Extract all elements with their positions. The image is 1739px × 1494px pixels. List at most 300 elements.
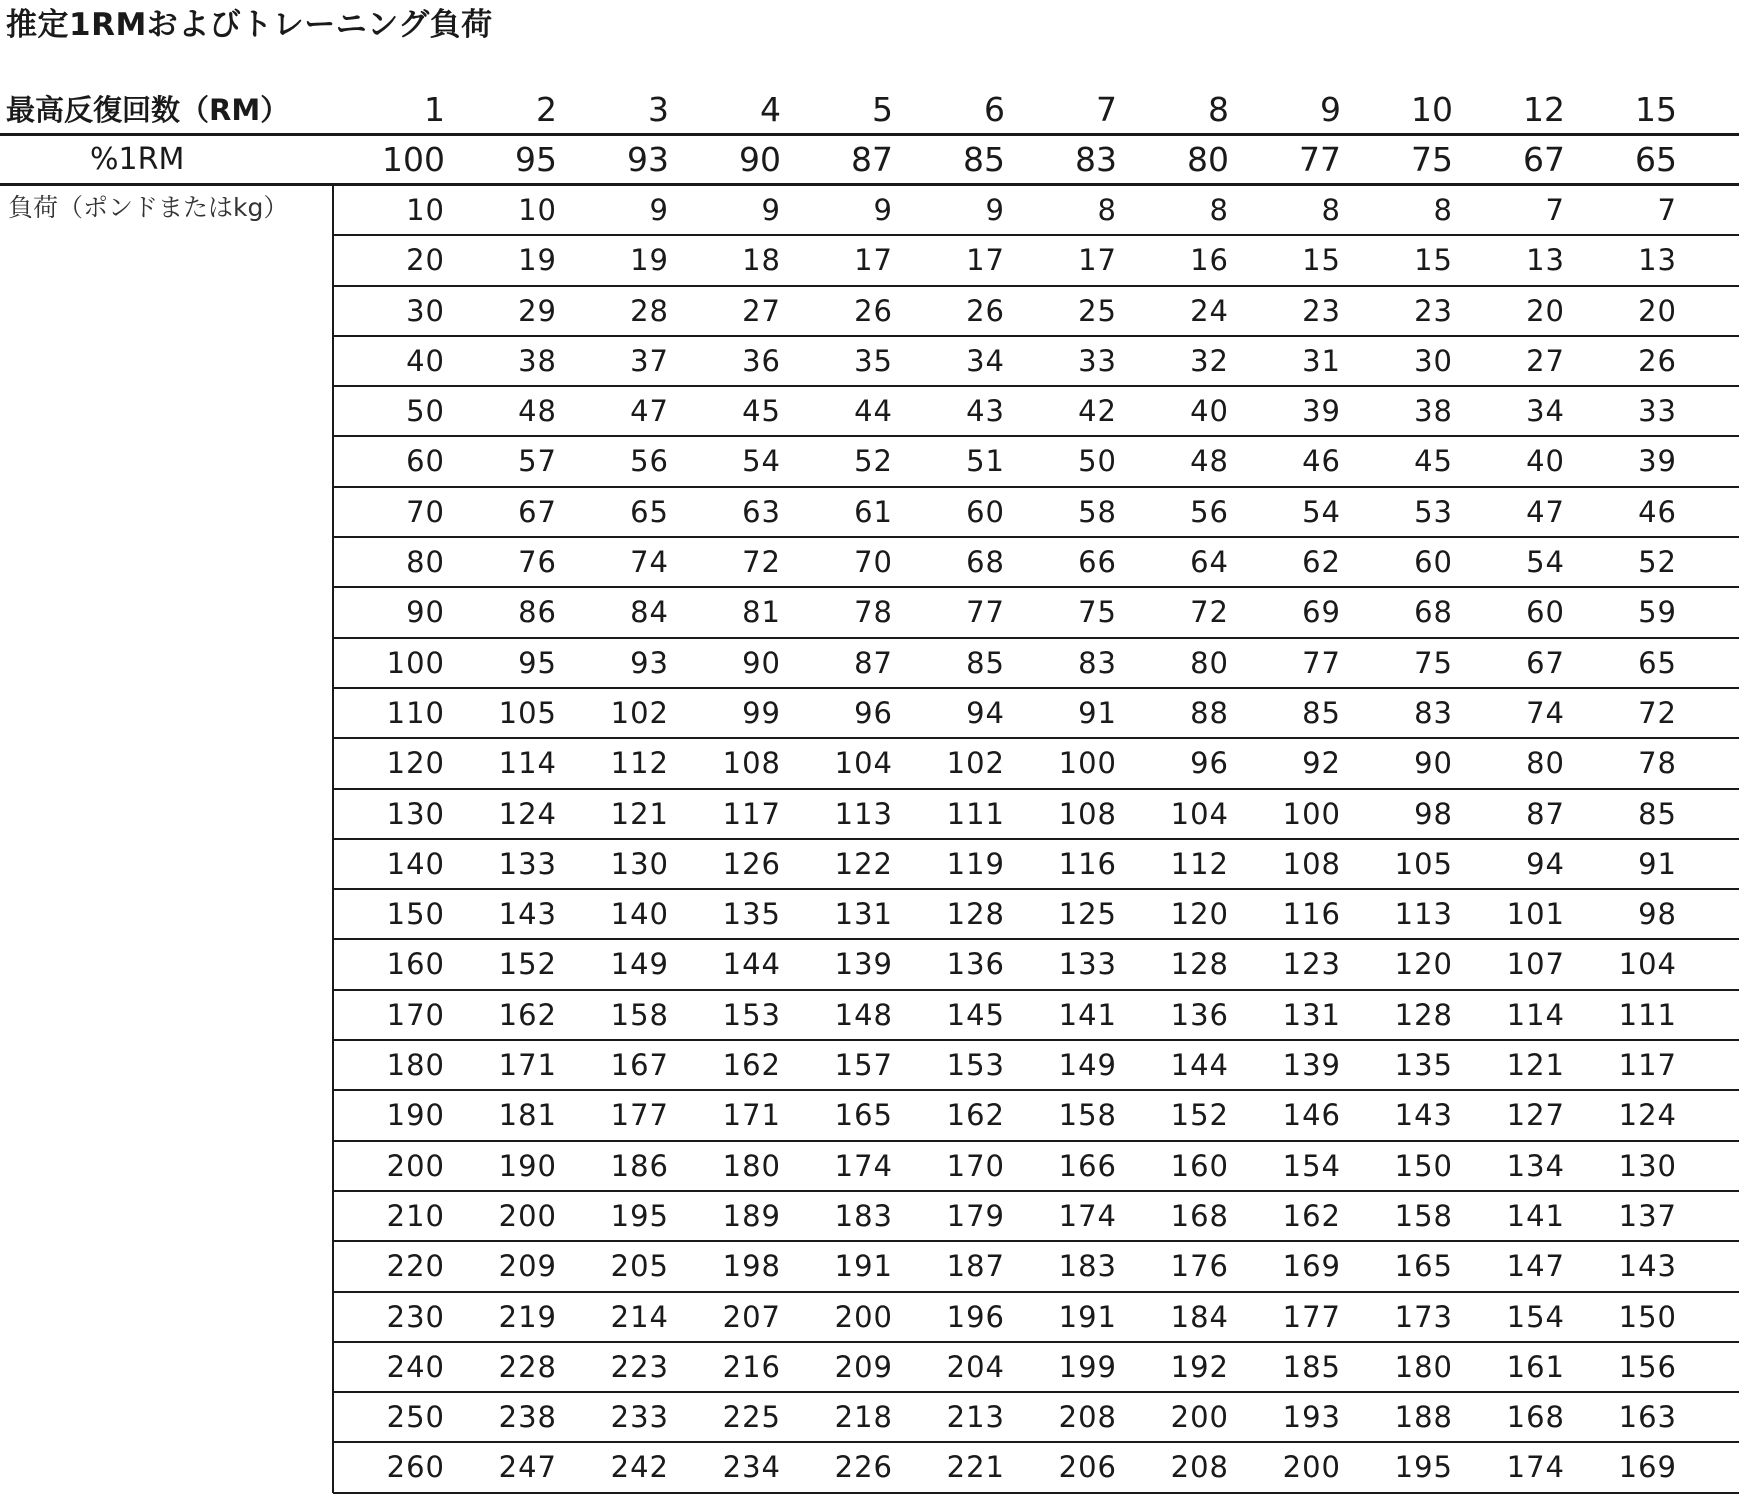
table-cell: 59 (1638, 595, 1677, 630)
table-cell: 144 (1170, 1048, 1229, 1083)
table-cell: 162 (722, 1048, 781, 1083)
table-row (333, 739, 1739, 789)
table-cell: 9 (649, 193, 669, 227)
table-cell: 179 (946, 1198, 1005, 1233)
table-cell: 160 (1170, 1148, 1229, 1183)
table-cell: 9 (761, 193, 781, 227)
table-cell: 60 (966, 494, 1005, 529)
table-cell: 120 (1394, 947, 1453, 982)
table-cell: 218 (834, 1400, 893, 1435)
table-cell: 191 (1058, 1299, 1117, 1334)
table-cell: 181 (498, 1098, 557, 1133)
table-cell: 80 (406, 545, 445, 580)
table-cell: 208 (1170, 1450, 1229, 1485)
table-cell: 152 (498, 947, 557, 982)
table-cell: 30 (1414, 343, 1453, 378)
table-cell: 169 (1282, 1249, 1341, 1284)
table-cell: 20 (406, 243, 445, 278)
table-cell: 75 (1078, 595, 1117, 630)
table-cell: 128 (1170, 947, 1229, 982)
table-cell: 48 (1190, 444, 1229, 479)
table-cell: 158 (610, 997, 669, 1032)
table-cell: 25 (1078, 293, 1117, 328)
table-cell: 74 (630, 545, 669, 580)
table-cell: 100 (386, 645, 445, 680)
table-cell: 114 (498, 746, 557, 781)
rm-header-cell-11: 15 (1635, 90, 1677, 129)
table-cell: 183 (834, 1198, 893, 1233)
table-cell: 205 (610, 1249, 669, 1284)
table-cell: 10 (518, 193, 557, 227)
table-row (333, 437, 1739, 487)
table-cell: 85 (1638, 796, 1677, 831)
table-cell: 72 (742, 545, 781, 580)
table-cell: 37 (630, 343, 669, 378)
table-cell: 52 (1638, 545, 1677, 580)
table-cell: 199 (1058, 1349, 1117, 1384)
load-label: 負荷（ポンドまたはkg） (8, 193, 289, 222)
table-cell: 166 (1058, 1148, 1117, 1183)
table-cell: 23 (1302, 293, 1341, 328)
table-cell: 220 (386, 1249, 445, 1284)
table-cell: 119 (946, 846, 1005, 881)
table-cell: 13 (1526, 243, 1565, 278)
table-cell: 171 (498, 1048, 557, 1083)
pct-header-cell-7: 80 (1187, 140, 1229, 179)
table-cell: 46 (1638, 494, 1677, 529)
table-cell: 54 (742, 444, 781, 479)
table-cell: 40 (1526, 444, 1565, 479)
table-cell: 23 (1414, 293, 1453, 328)
table-cell: 39 (1638, 444, 1677, 479)
table-cell: 80 (1526, 746, 1565, 781)
table-cell: 214 (610, 1299, 669, 1334)
table-cell: 81 (742, 595, 781, 630)
table-cell: 169 (1618, 1450, 1677, 1485)
table-cell: 187 (946, 1249, 1005, 1284)
table-cell: 108 (1058, 796, 1117, 831)
table-cell: 152 (1170, 1098, 1229, 1133)
table-cell: 146 (1282, 1098, 1341, 1133)
table-cell: 54 (1302, 494, 1341, 529)
table-cell: 9 (873, 193, 893, 227)
table-cell: 213 (946, 1400, 1005, 1435)
table-cell: 40 (406, 343, 445, 378)
table-cell: 100 (1058, 746, 1117, 781)
table-cell: 15 (1414, 243, 1453, 278)
table-row (333, 890, 1739, 940)
table-row (333, 1142, 1739, 1192)
table-cell: 117 (722, 796, 781, 831)
table-cell: 46 (1302, 444, 1341, 479)
table-cell: 156 (1618, 1349, 1677, 1384)
table-cell: 8 (1321, 193, 1341, 227)
table-cell: 221 (946, 1450, 1005, 1485)
table-cell: 70 (854, 545, 893, 580)
table-cell: 60 (1414, 545, 1453, 580)
table-cell: 17 (854, 243, 893, 278)
table-cell: 74 (1526, 695, 1565, 730)
table-cell: 225 (722, 1400, 781, 1435)
table-cell: 116 (1282, 897, 1341, 932)
table-cell: 176 (1170, 1249, 1229, 1284)
table-cell: 140 (610, 897, 669, 932)
table-cell: 104 (834, 746, 893, 781)
table-cell: 105 (1394, 846, 1453, 881)
table-cell: 78 (1638, 746, 1677, 781)
table-cell: 68 (1414, 595, 1453, 630)
table-cell: 54 (1526, 545, 1565, 580)
table-cell: 84 (630, 595, 669, 630)
table-cell: 149 (1058, 1048, 1117, 1083)
table-cell: 114 (1506, 997, 1565, 1032)
table-cell: 30 (406, 293, 445, 328)
table-cell: 35 (854, 343, 893, 378)
table-cell: 85 (1302, 695, 1341, 730)
rm-header-cell-3: 4 (760, 90, 781, 129)
table-cell: 77 (1302, 645, 1341, 680)
table-cell: 33 (1078, 343, 1117, 378)
pct-header-cell-6: 83 (1075, 140, 1117, 179)
table-row (333, 337, 1739, 387)
table-cell: 180 (1394, 1349, 1453, 1384)
table-row (333, 1393, 1739, 1443)
table-cell: 31 (1302, 343, 1341, 378)
table-cell: 104 (1170, 796, 1229, 831)
table-cell: 113 (834, 796, 893, 831)
table-cell: 15 (1302, 243, 1341, 278)
table-cell: 136 (1170, 997, 1229, 1032)
table-cell: 80 (1190, 645, 1229, 680)
pct-header-cell-3: 90 (739, 140, 781, 179)
table-cell: 130 (386, 796, 445, 831)
table-cell: 98 (1414, 796, 1453, 831)
rm-header-cell-4: 5 (872, 90, 893, 129)
table-cell: 38 (1414, 394, 1453, 429)
table-cell: 45 (742, 394, 781, 429)
table-cell: 108 (1282, 846, 1341, 881)
table-cell: 94 (966, 695, 1005, 730)
table-cell: 226 (834, 1450, 893, 1485)
table-cell: 87 (1526, 796, 1565, 831)
table-cell: 19 (630, 243, 669, 278)
rm-header-cell-9: 10 (1411, 90, 1453, 129)
table-cell: 180 (722, 1148, 781, 1183)
table-cell: 206 (1058, 1450, 1117, 1485)
table-cell: 83 (1078, 645, 1117, 680)
table-cell: 180 (386, 1048, 445, 1083)
table-cell: 95 (518, 645, 557, 680)
table-cell: 102 (610, 695, 669, 730)
table-cell: 62 (1302, 545, 1341, 580)
table-cell: 238 (498, 1400, 557, 1435)
table-cell: 140 (386, 846, 445, 881)
table-cell: 32 (1190, 343, 1229, 378)
pct-header-cell-9: 75 (1411, 140, 1453, 179)
table-cell: 190 (498, 1148, 557, 1183)
table-cell: 28 (630, 293, 669, 328)
table-cell: 34 (1526, 394, 1565, 429)
rm-header-cell-7: 8 (1208, 90, 1229, 129)
table-cell: 72 (1638, 695, 1677, 730)
table-cell: 210 (386, 1198, 445, 1233)
table-row (333, 1041, 1739, 1091)
table-cell: 192 (1170, 1349, 1229, 1384)
table-cell: 111 (1618, 997, 1677, 1032)
table-cell: 17 (1078, 243, 1117, 278)
table-cell: 56 (1190, 494, 1229, 529)
table-cell: 64 (1190, 545, 1229, 580)
table-cell: 154 (1506, 1299, 1565, 1334)
table-cell: 153 (722, 997, 781, 1032)
table-cell: 162 (498, 997, 557, 1032)
table-cell: 92 (1302, 746, 1341, 781)
table-cell: 105 (498, 695, 557, 730)
rm-header-cell-0: 1 (424, 90, 445, 129)
table-row (333, 186, 1739, 236)
table-cell: 121 (1506, 1048, 1565, 1083)
table-cell: 154 (1282, 1148, 1341, 1183)
table-cell: 78 (854, 595, 893, 630)
table-cell: 43 (966, 394, 1005, 429)
table-cell: 177 (1282, 1299, 1341, 1334)
rm-header-cell-5: 6 (984, 90, 1005, 129)
table-cell: 149 (610, 947, 669, 982)
pct-header-cell-2: 93 (627, 140, 669, 179)
table-cell: 26 (854, 293, 893, 328)
table-body (333, 186, 1739, 1494)
table-cell: 76 (518, 545, 557, 580)
table-cell: 200 (1170, 1400, 1229, 1435)
table-cell: 86 (518, 595, 557, 630)
table-cell: 233 (610, 1400, 669, 1435)
table-cell: 143 (1394, 1098, 1453, 1133)
page-title: 推定1RMおよびトレーニング負荷 (6, 7, 493, 43)
table-cell: 150 (386, 897, 445, 932)
rm-header-cell-1: 2 (536, 90, 557, 129)
table-cell: 174 (1058, 1198, 1117, 1233)
table-cell: 34 (966, 343, 1005, 378)
table-cell: 177 (610, 1098, 669, 1133)
table-cell: 94 (1526, 846, 1565, 881)
table-cell: 88 (1190, 695, 1229, 730)
table-cell: 126 (722, 846, 781, 881)
table-cell: 39 (1302, 394, 1341, 429)
table-cell: 141 (1058, 997, 1117, 1032)
table-cell: 13 (1638, 243, 1677, 278)
table-row (333, 991, 1739, 1041)
table-cell: 91 (1638, 846, 1677, 881)
table-cell: 121 (610, 796, 669, 831)
table-cell: 99 (742, 695, 781, 730)
table-cell: 131 (834, 897, 893, 932)
table-cell: 250 (386, 1400, 445, 1435)
table-cell: 7 (1657, 193, 1677, 227)
table-cell: 131 (1282, 997, 1341, 1032)
table-cell: 61 (854, 494, 893, 529)
table-cell: 125 (1058, 897, 1117, 932)
table-cell: 90 (406, 595, 445, 630)
table-cell: 108 (722, 746, 781, 781)
table-cell: 228 (498, 1349, 557, 1384)
table-row (333, 1192, 1739, 1242)
table-cell: 69 (1302, 595, 1341, 630)
table-cell: 153 (946, 1048, 1005, 1083)
table-cell: 148 (834, 997, 893, 1032)
table-cell: 117 (1618, 1048, 1677, 1083)
table-cell: 47 (1526, 494, 1565, 529)
table-cell: 18 (742, 243, 781, 278)
pct-header-cell-11: 65 (1635, 140, 1677, 179)
table-cell: 72 (1190, 595, 1229, 630)
table-cell: 113 (1394, 897, 1453, 932)
table-cell: 63 (742, 494, 781, 529)
table-cell: 57 (518, 444, 557, 479)
table-cell: 170 (946, 1148, 1005, 1183)
table-cell: 60 (406, 444, 445, 479)
pct-header-cell-1: 95 (515, 140, 557, 179)
table-row (333, 1443, 1739, 1493)
table-cell: 150 (1618, 1299, 1677, 1334)
table-cell: 242 (610, 1450, 669, 1485)
table-cell: 130 (1618, 1148, 1677, 1183)
table-cell: 134 (1506, 1148, 1565, 1183)
pct-label: %1RM (90, 142, 185, 177)
table-cell: 209 (498, 1249, 557, 1284)
header-row-pct (0, 135, 1739, 185)
table-cell: 9 (985, 193, 1005, 227)
rm-header-cell-10: 12 (1523, 90, 1565, 129)
table-cell: 136 (946, 947, 1005, 982)
table-cell: 160 (386, 947, 445, 982)
table-cell: 27 (1526, 343, 1565, 378)
table-cell: 173 (1394, 1299, 1453, 1334)
table-cell: 27 (742, 293, 781, 328)
table-cell: 260 (386, 1450, 445, 1485)
table-cell: 162 (946, 1098, 1005, 1133)
table-cell: 161 (1506, 1349, 1565, 1384)
table-cell: 65 (1638, 645, 1677, 680)
table-cell: 8 (1433, 193, 1453, 227)
table-cell: 112 (1170, 846, 1229, 881)
table-cell: 110 (386, 695, 445, 730)
table-cell: 91 (1078, 695, 1117, 730)
table-cell: 128 (1394, 997, 1453, 1032)
table-cell: 112 (610, 746, 669, 781)
table-cell: 50 (1078, 444, 1117, 479)
table-cell: 234 (722, 1450, 781, 1485)
table-row (333, 387, 1739, 437)
table-cell: 143 (1618, 1249, 1677, 1284)
table-cell: 190 (386, 1098, 445, 1133)
table-cell: 75 (1414, 645, 1453, 680)
table-cell: 191 (834, 1249, 893, 1284)
table-cell: 174 (834, 1148, 893, 1183)
table-row (333, 790, 1739, 840)
table-cell: 70 (406, 494, 445, 529)
table-cell: 48 (518, 394, 557, 429)
table-cell: 16 (1190, 243, 1229, 278)
table-cell: 66 (1078, 545, 1117, 580)
table-cell: 200 (386, 1148, 445, 1183)
table-cell: 137 (1618, 1198, 1677, 1233)
table-row (333, 287, 1739, 337)
table-cell: 77 (966, 595, 1005, 630)
table-cell: 144 (722, 947, 781, 982)
table-cell: 200 (834, 1299, 893, 1334)
table-row (333, 538, 1739, 588)
table-row (333, 689, 1739, 739)
table-cell: 162 (1282, 1198, 1341, 1233)
table-cell: 240 (386, 1349, 445, 1384)
table-cell: 8 (1097, 193, 1117, 227)
table-cell: 24 (1190, 293, 1229, 328)
table-cell: 20 (1526, 293, 1565, 328)
table-cell: 102 (946, 746, 1005, 781)
table-cell: 90 (742, 645, 781, 680)
table-cell: 195 (1394, 1450, 1453, 1485)
table-cell: 139 (834, 947, 893, 982)
table-cell: 145 (946, 997, 1005, 1032)
header-row-rm (0, 85, 1739, 135)
table-row (333, 940, 1739, 990)
table-cell: 184 (1170, 1299, 1229, 1334)
table-cell: 85 (966, 645, 1005, 680)
table-cell: 96 (1190, 746, 1229, 781)
table-cell: 183 (1058, 1249, 1117, 1284)
table-cell: 29 (518, 293, 557, 328)
table-row (333, 1242, 1739, 1292)
table-cell: 168 (1170, 1198, 1229, 1233)
table-cell: 207 (722, 1299, 781, 1334)
table-row (333, 588, 1739, 638)
table-cell: 101 (1506, 897, 1565, 932)
table-cell: 133 (498, 846, 557, 881)
table-cell: 165 (834, 1098, 893, 1133)
table-cell: 158 (1058, 1098, 1117, 1133)
table-cell: 67 (518, 494, 557, 529)
table-cell: 174 (1506, 1450, 1565, 1485)
table-cell: 196 (946, 1299, 1005, 1334)
rm-table (0, 85, 1739, 185)
table-cell: 56 (630, 444, 669, 479)
table-row (333, 639, 1739, 689)
table-cell: 209 (834, 1349, 893, 1384)
table-cell: 44 (854, 394, 893, 429)
table-cell: 96 (854, 695, 893, 730)
table-row (333, 488, 1739, 538)
table-cell: 139 (1282, 1048, 1341, 1083)
table-cell: 50 (406, 394, 445, 429)
table-cell: 185 (1282, 1349, 1341, 1384)
table-row (333, 1293, 1739, 1343)
table-cell: 135 (722, 897, 781, 932)
table-cell: 26 (1638, 343, 1677, 378)
table-cell: 17 (966, 243, 1005, 278)
table-cell: 98 (1638, 897, 1677, 932)
pct-header-cell-5: 85 (963, 140, 1005, 179)
table-cell: 26 (966, 293, 1005, 328)
table-cell: 167 (610, 1048, 669, 1083)
pct-header-cell-4: 87 (851, 140, 893, 179)
table-cell: 150 (1394, 1148, 1453, 1183)
table-cell: 158 (1394, 1198, 1453, 1233)
table-cell: 116 (1058, 846, 1117, 881)
pct-header-cell-0: 100 (382, 140, 445, 179)
table-cell: 36 (742, 343, 781, 378)
table-cell: 247 (498, 1450, 557, 1485)
table-cell: 208 (1058, 1400, 1117, 1435)
